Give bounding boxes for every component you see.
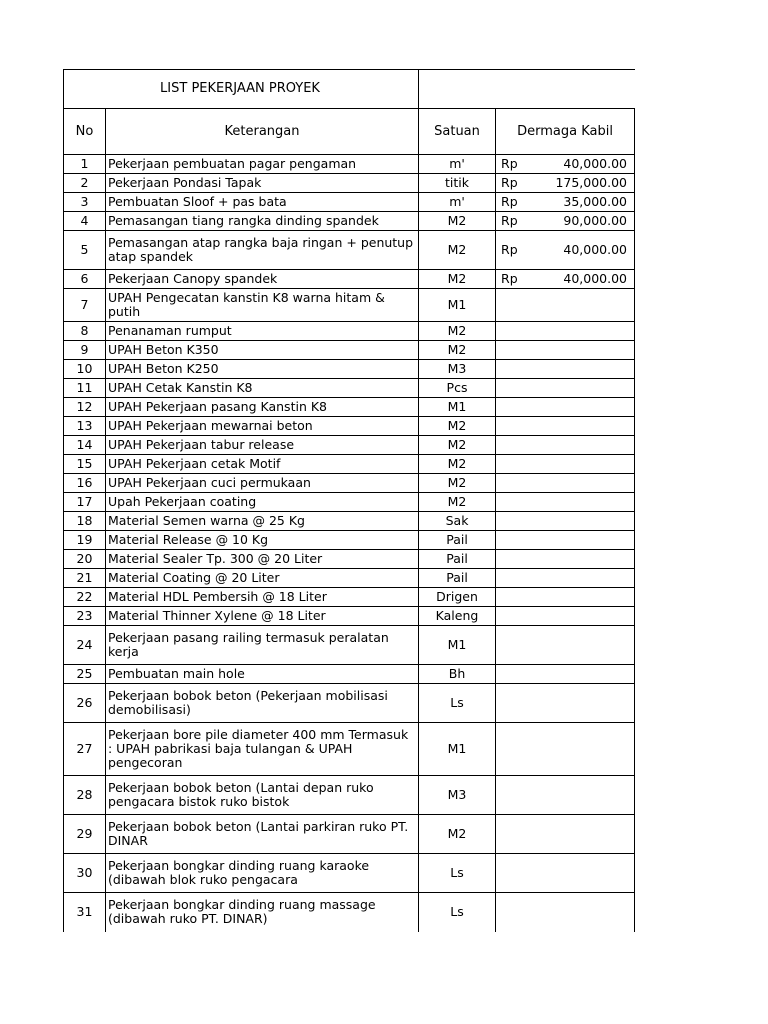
row-price-cell: [496, 212, 635, 231]
row-keterangan: Pekerjaan bongkar dinding ruang karaoke (dibawah blok ruko pengacara: [106, 854, 419, 893]
spreadsheet: [63, 69, 634, 932]
row-number: 7: [64, 289, 106, 322]
row-number: 11: [64, 379, 106, 398]
price-value: 40,000.00: [563, 242, 628, 257]
row-price-cell: [496, 289, 635, 322]
row-satuan: titik: [419, 174, 496, 193]
row-keterangan: UPAH Pengecatan kanstin K8 warna hitam & putih: [106, 289, 419, 322]
row-number: 8: [64, 322, 106, 341]
table-row: [64, 270, 635, 289]
row-keterangan: Material Semen warna @ 25 Kg: [106, 512, 419, 531]
row-satuan: m': [419, 193, 496, 212]
price-value: 40,000.00: [563, 156, 628, 171]
row-keterangan: UPAH Beton K250: [106, 360, 419, 379]
row-keterangan: Pembuatan main hole: [106, 665, 419, 684]
table-row: [64, 512, 635, 531]
table-row: [64, 174, 635, 193]
table-row: [64, 212, 635, 231]
row-number: 1: [64, 155, 106, 174]
row-price-cell: [496, 493, 635, 512]
row-number: 12: [64, 398, 106, 417]
row-price-cell: [496, 588, 635, 607]
row-satuan: Pail: [419, 531, 496, 550]
row-satuan: Ls: [419, 893, 496, 932]
table-row: [64, 665, 635, 684]
row-number: 31: [64, 893, 106, 932]
row-price-cell: [496, 474, 635, 493]
row-number: 6: [64, 270, 106, 289]
row-keterangan: Pekerjaan bobok beton (Lantai depan ruko pengacara bistok ruko bistok: [106, 776, 419, 815]
table-row: [64, 193, 635, 212]
row-keterangan: Pekerjaan bobok beton (Pekerjaan mobilisasi demobilisasi): [106, 684, 419, 723]
row-satuan: M2: [419, 493, 496, 512]
row-price-cell: [496, 893, 635, 932]
row-satuan: M2: [419, 474, 496, 493]
row-satuan: M2: [419, 322, 496, 341]
table-row: [64, 455, 635, 474]
row-price-cell: [496, 417, 635, 436]
row-price-cell: [496, 341, 635, 360]
row-satuan: M1: [419, 626, 496, 665]
row-keterangan: UPAH Pekerjaan cetak Motif: [106, 455, 419, 474]
table-row: [64, 607, 635, 626]
row-number: 17: [64, 493, 106, 512]
table-row: [64, 723, 635, 776]
row-number: 30: [64, 854, 106, 893]
row-price-cell: [496, 854, 635, 893]
row-price-cell: [496, 665, 635, 684]
price-value: 40,000.00: [563, 271, 628, 286]
row-satuan: Ls: [419, 854, 496, 893]
row-price-cell: [496, 398, 635, 417]
row-satuan: M2: [419, 212, 496, 231]
column-header-row: [64, 109, 635, 155]
row-number: 24: [64, 626, 106, 665]
row-satuan: M2: [419, 417, 496, 436]
table-row: [64, 531, 635, 550]
row-price-cell: [496, 569, 635, 588]
row-keterangan: Pembuatan Sloof + pas bata: [106, 193, 419, 212]
row-keterangan: Material HDL Pembersih @ 18 Liter: [106, 588, 419, 607]
table-row: [64, 893, 635, 932]
row-keterangan: UPAH Beton K350: [106, 341, 419, 360]
row-number: 19: [64, 531, 106, 550]
title-blank-cell: [419, 70, 635, 109]
row-keterangan: Material Sealer Tp. 300 @ 20 Liter: [106, 550, 419, 569]
table-row: [64, 815, 635, 854]
header-dermaga-kabil: Dermaga Kabil: [496, 109, 635, 155]
title-row: [64, 70, 635, 109]
row-satuan: m': [419, 155, 496, 174]
table-row: [64, 684, 635, 723]
row-keterangan: Pekerjaan Canopy spandek: [106, 270, 419, 289]
row-satuan: M1: [419, 723, 496, 776]
row-keterangan: Pekerjaan bore pile diameter 400 mm Termasuk : UPAH pabrikasi baja tulangan & UPAH pengecoran: [106, 723, 419, 776]
row-price-cell: [496, 360, 635, 379]
price-value: 175,000.00: [555, 175, 628, 190]
row-keterangan: Pemasangan atap rangka baja ringan + penutup atap spandek: [106, 231, 419, 270]
table-row: [64, 155, 635, 174]
row-keterangan: Material Release @ 10 Kg: [106, 531, 419, 550]
header-satuan: Satuan: [419, 109, 496, 155]
row-price-cell: [496, 231, 635, 270]
row-price-cell: [496, 270, 635, 289]
row-price-cell: [496, 436, 635, 455]
currency-label: Rp: [501, 194, 518, 209]
row-number: 23: [64, 607, 106, 626]
row-price-cell: [496, 550, 635, 569]
row-number: 10: [64, 360, 106, 379]
row-number: 25: [64, 665, 106, 684]
row-price-cell: [496, 531, 635, 550]
row-keterangan: UPAH Pekerjaan mewarnai beton: [106, 417, 419, 436]
table-row: [64, 776, 635, 815]
row-number: 21: [64, 569, 106, 588]
row-keterangan: UPAH Pekerjaan tabur release: [106, 436, 419, 455]
row-price-cell: [496, 723, 635, 776]
table-body: [64, 155, 635, 932]
row-satuan: M1: [419, 289, 496, 322]
currency-label: Rp: [501, 175, 518, 190]
table-row: [64, 550, 635, 569]
row-number: 15: [64, 455, 106, 474]
currency-label: Rp: [501, 213, 518, 228]
row-keterangan: Pekerjaan Pondasi Tapak: [106, 174, 419, 193]
row-satuan: Pcs: [419, 379, 496, 398]
row-number: 26: [64, 684, 106, 723]
table-row: [64, 231, 635, 270]
row-keterangan: UPAH Cetak Kanstin K8: [106, 379, 419, 398]
row-keterangan: UPAH Pekerjaan cuci permukaan: [106, 474, 419, 493]
row-number: 16: [64, 474, 106, 493]
row-price-cell: [496, 379, 635, 398]
row-satuan: M2: [419, 270, 496, 289]
table-row: [64, 493, 635, 512]
row-keterangan: Pekerjaan bongkar dinding ruang massage (dibawah ruko PT. DINAR): [106, 893, 419, 932]
header-no: No: [64, 109, 106, 155]
table-row: [64, 379, 635, 398]
row-price-cell: [496, 174, 635, 193]
row-number: 27: [64, 723, 106, 776]
currency-label: Rp: [501, 271, 518, 286]
row-satuan: M2: [419, 436, 496, 455]
row-price-cell: [496, 607, 635, 626]
table-row: [64, 569, 635, 588]
table-row: [64, 854, 635, 893]
row-satuan: M2: [419, 815, 496, 854]
currency-label: Rp: [501, 156, 518, 171]
table-row: [64, 417, 635, 436]
row-price-cell: [496, 815, 635, 854]
row-number: 28: [64, 776, 106, 815]
row-number: 18: [64, 512, 106, 531]
row-number: 14: [64, 436, 106, 455]
row-satuan: M2: [419, 231, 496, 270]
row-satuan: Pail: [419, 550, 496, 569]
row-satuan: M2: [419, 341, 496, 360]
row-price-cell: [496, 455, 635, 474]
table-row: [64, 398, 635, 417]
row-number: 22: [64, 588, 106, 607]
row-number: 3: [64, 193, 106, 212]
row-price-cell: [496, 155, 635, 174]
row-keterangan: Material Thinner Xylene @ 18 Liter: [106, 607, 419, 626]
row-satuan: M3: [419, 776, 496, 815]
row-keterangan: Penanaman rumput: [106, 322, 419, 341]
work-list-table: [63, 69, 635, 932]
table-row: [64, 474, 635, 493]
row-keterangan: Pekerjaan pasang railing termasuk peralatan kerja: [106, 626, 419, 665]
table-row: [64, 289, 635, 322]
table-row: [64, 322, 635, 341]
row-number: 13: [64, 417, 106, 436]
row-number: 20: [64, 550, 106, 569]
row-keterangan: Pemasangan tiang rangka dinding spandek: [106, 212, 419, 231]
row-satuan: Kaleng: [419, 607, 496, 626]
table-row: [64, 588, 635, 607]
row-satuan: Bh: [419, 665, 496, 684]
row-price-cell: [496, 776, 635, 815]
row-keterangan: Pekerjaan bobok beton (Lantai parkiran ruko PT. DINAR: [106, 815, 419, 854]
table-row: [64, 341, 635, 360]
row-satuan: M1: [419, 398, 496, 417]
row-price-cell: [496, 512, 635, 531]
row-number: 9: [64, 341, 106, 360]
row-satuan: Sak: [419, 512, 496, 531]
table-row: [64, 360, 635, 379]
row-price-cell: [496, 322, 635, 341]
row-satuan: Drigen: [419, 588, 496, 607]
price-value: 90,000.00: [563, 213, 628, 228]
table-row: [64, 626, 635, 665]
row-keterangan: Material Coating @ 20 Liter: [106, 569, 419, 588]
row-keterangan: UPAH Pekerjaan pasang Kanstin K8: [106, 398, 419, 417]
row-number: 29: [64, 815, 106, 854]
row-price-cell: [496, 193, 635, 212]
row-satuan: Ls: [419, 684, 496, 723]
row-satuan: Pail: [419, 569, 496, 588]
row-keterangan: Upah Pekerjaan coating: [106, 493, 419, 512]
table-row: [64, 436, 635, 455]
sheet-title: LIST PEKERJAAN PROYEK: [64, 70, 419, 109]
row-keterangan: Pekerjaan pembuatan pagar pengaman: [106, 155, 419, 174]
row-satuan: M3: [419, 360, 496, 379]
row-number: 5: [64, 231, 106, 270]
header-keterangan: Keterangan: [106, 109, 419, 155]
currency-label: Rp: [501, 242, 518, 257]
row-number: 4: [64, 212, 106, 231]
row-price-cell: [496, 626, 635, 665]
row-number: 2: [64, 174, 106, 193]
row-price-cell: [496, 684, 635, 723]
price-value: 35,000.00: [563, 194, 628, 209]
row-satuan: M2: [419, 455, 496, 474]
